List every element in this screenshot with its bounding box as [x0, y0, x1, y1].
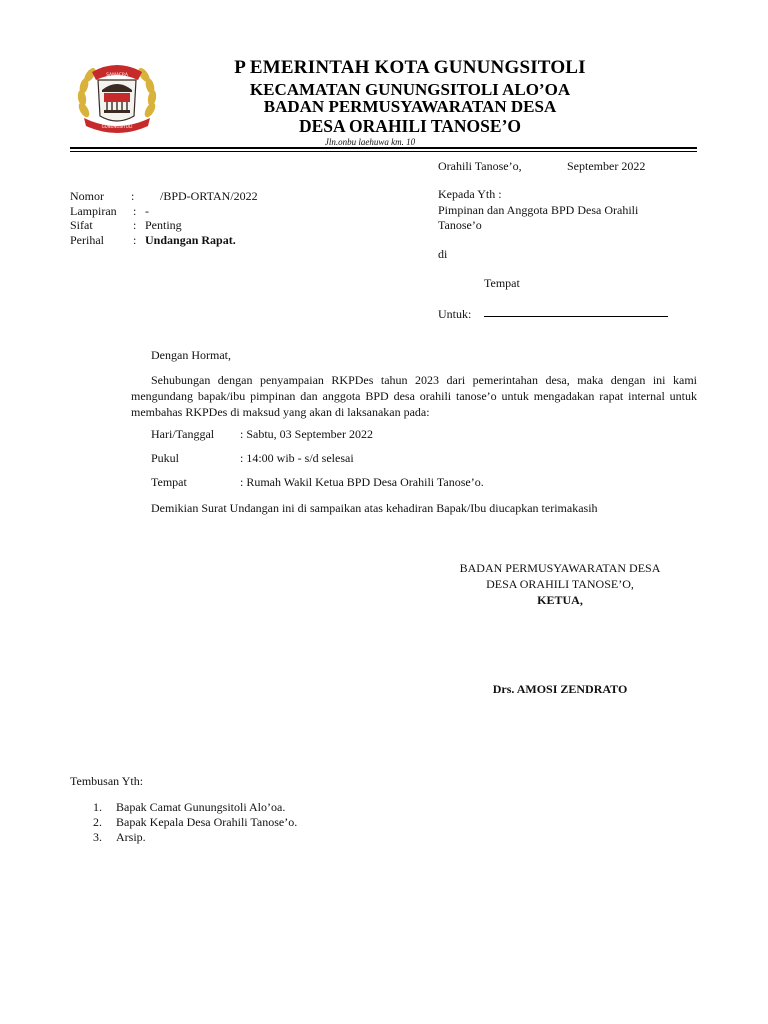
detail-value-time: : 14:00 wib - s/d selesai [240, 451, 354, 465]
header-divider [70, 147, 697, 152]
body-paragraph-text: Sehubungan dengan penyampaian RKPDes tahun 2023 dari pemerintahan desa, maka dengan ini kami mengundang bapak/ibu pimpinan dan anggota BPD desa orahili tanose’o untuk mengadakan rapat internal untuk membahas RKPDes di maksud yang akan di laksanakan pada: [131, 373, 697, 419]
signatory-name: Drs. AMOSI ZENDRATO [492, 682, 628, 696]
meta-sep: : [133, 218, 137, 232]
meta-sep: : [131, 189, 135, 203]
letter-date: September 2022 [567, 159, 646, 173]
meta-value-perihal: Undangan Rapat. [145, 233, 236, 247]
meta-sep: : [133, 233, 137, 247]
meta-value-sifat: Penting [145, 218, 182, 232]
recipient-di: di [438, 247, 448, 261]
greeting: Dengan Hormat, [151, 348, 231, 362]
signature-village: DESA ORAHILI TANOSE’O, [486, 577, 634, 591]
detail-label-place: Tempat [151, 475, 187, 489]
regional-emblem-logo [74, 60, 160, 136]
recipient-name-line2: Tanose’o [438, 218, 482, 232]
closing-sentence: Demikian Surat Undangan ini di sampaikan atas kehadiran Bapak/Ibu diucapkan terimakasih [151, 501, 598, 515]
recipient-name-line1: Pimpinan dan Anggota BPD Desa Orahili [438, 203, 639, 217]
header-agency-name: BADAN PERMUSYAWARATAN DESA [263, 97, 557, 116]
header-district-name: KECAMATAN GUNUNGSITOLI ALO’OA [249, 80, 571, 99]
cc-heading: Tembusan Yth: [70, 774, 144, 788]
detail-value-date: : Sabtu, 03 September 2022 [240, 427, 373, 441]
cc-list-number: 2. [93, 815, 102, 829]
recipient-untuk-label: Untuk: [438, 307, 472, 321]
header-government-name: P EMERINTAH KOTA GUNUNGSITOLI [234, 57, 586, 78]
recipient-to-label: Kepada Yth : [438, 187, 502, 201]
cc-list-item: Bapak Camat Gunungsitoli Alo’oa. [116, 800, 286, 814]
signature-title: KETUA, [537, 593, 583, 607]
recipient-place: Tempat [484, 276, 520, 290]
svg-text:GUNUNGSITOLI: GUNUNGSITOLI [101, 124, 133, 129]
detail-label-date: Hari/Tanggal [151, 427, 215, 441]
recipient-untuk-blank-line [484, 316, 668, 317]
date-place: Orahili Tanose’o, [438, 159, 522, 173]
meta-label-lampiran: Lampiran [70, 204, 117, 218]
meta-label-perihal: Perihal [70, 233, 104, 247]
meta-value-nomor: /BPD-ORTAN/2022 [160, 189, 258, 203]
meta-value-lampiran: - [145, 204, 149, 218]
detail-label-time: Pukul [151, 451, 180, 465]
meta-label-sifat: Sifat [70, 218, 93, 232]
meta-sep: : [133, 204, 137, 218]
svg-text:SAMAERA: SAMAERA [106, 73, 128, 78]
body-paragraph [131, 372, 697, 420]
detail-value-place: : Rumah Wakil Ketua BPD Desa Orahili Tanose’o. [240, 475, 484, 489]
header-village-name: DESA ORAHILI TANOSE’O [298, 116, 522, 136]
cc-list-item: Arsip. [116, 830, 146, 844]
meta-label-nomor: Nomor [70, 189, 104, 203]
signature-agency: BADAN PERMUSYAWARATAN DESA [459, 561, 661, 575]
cc-list-number: 3. [93, 830, 102, 844]
header-address: Jln.onbu laehuwa km. 10 [324, 137, 416, 147]
cc-list-number: 1. [93, 800, 102, 814]
cc-list-item: Bapak Kepala Desa Orahili Tanose’o. [116, 815, 298, 829]
